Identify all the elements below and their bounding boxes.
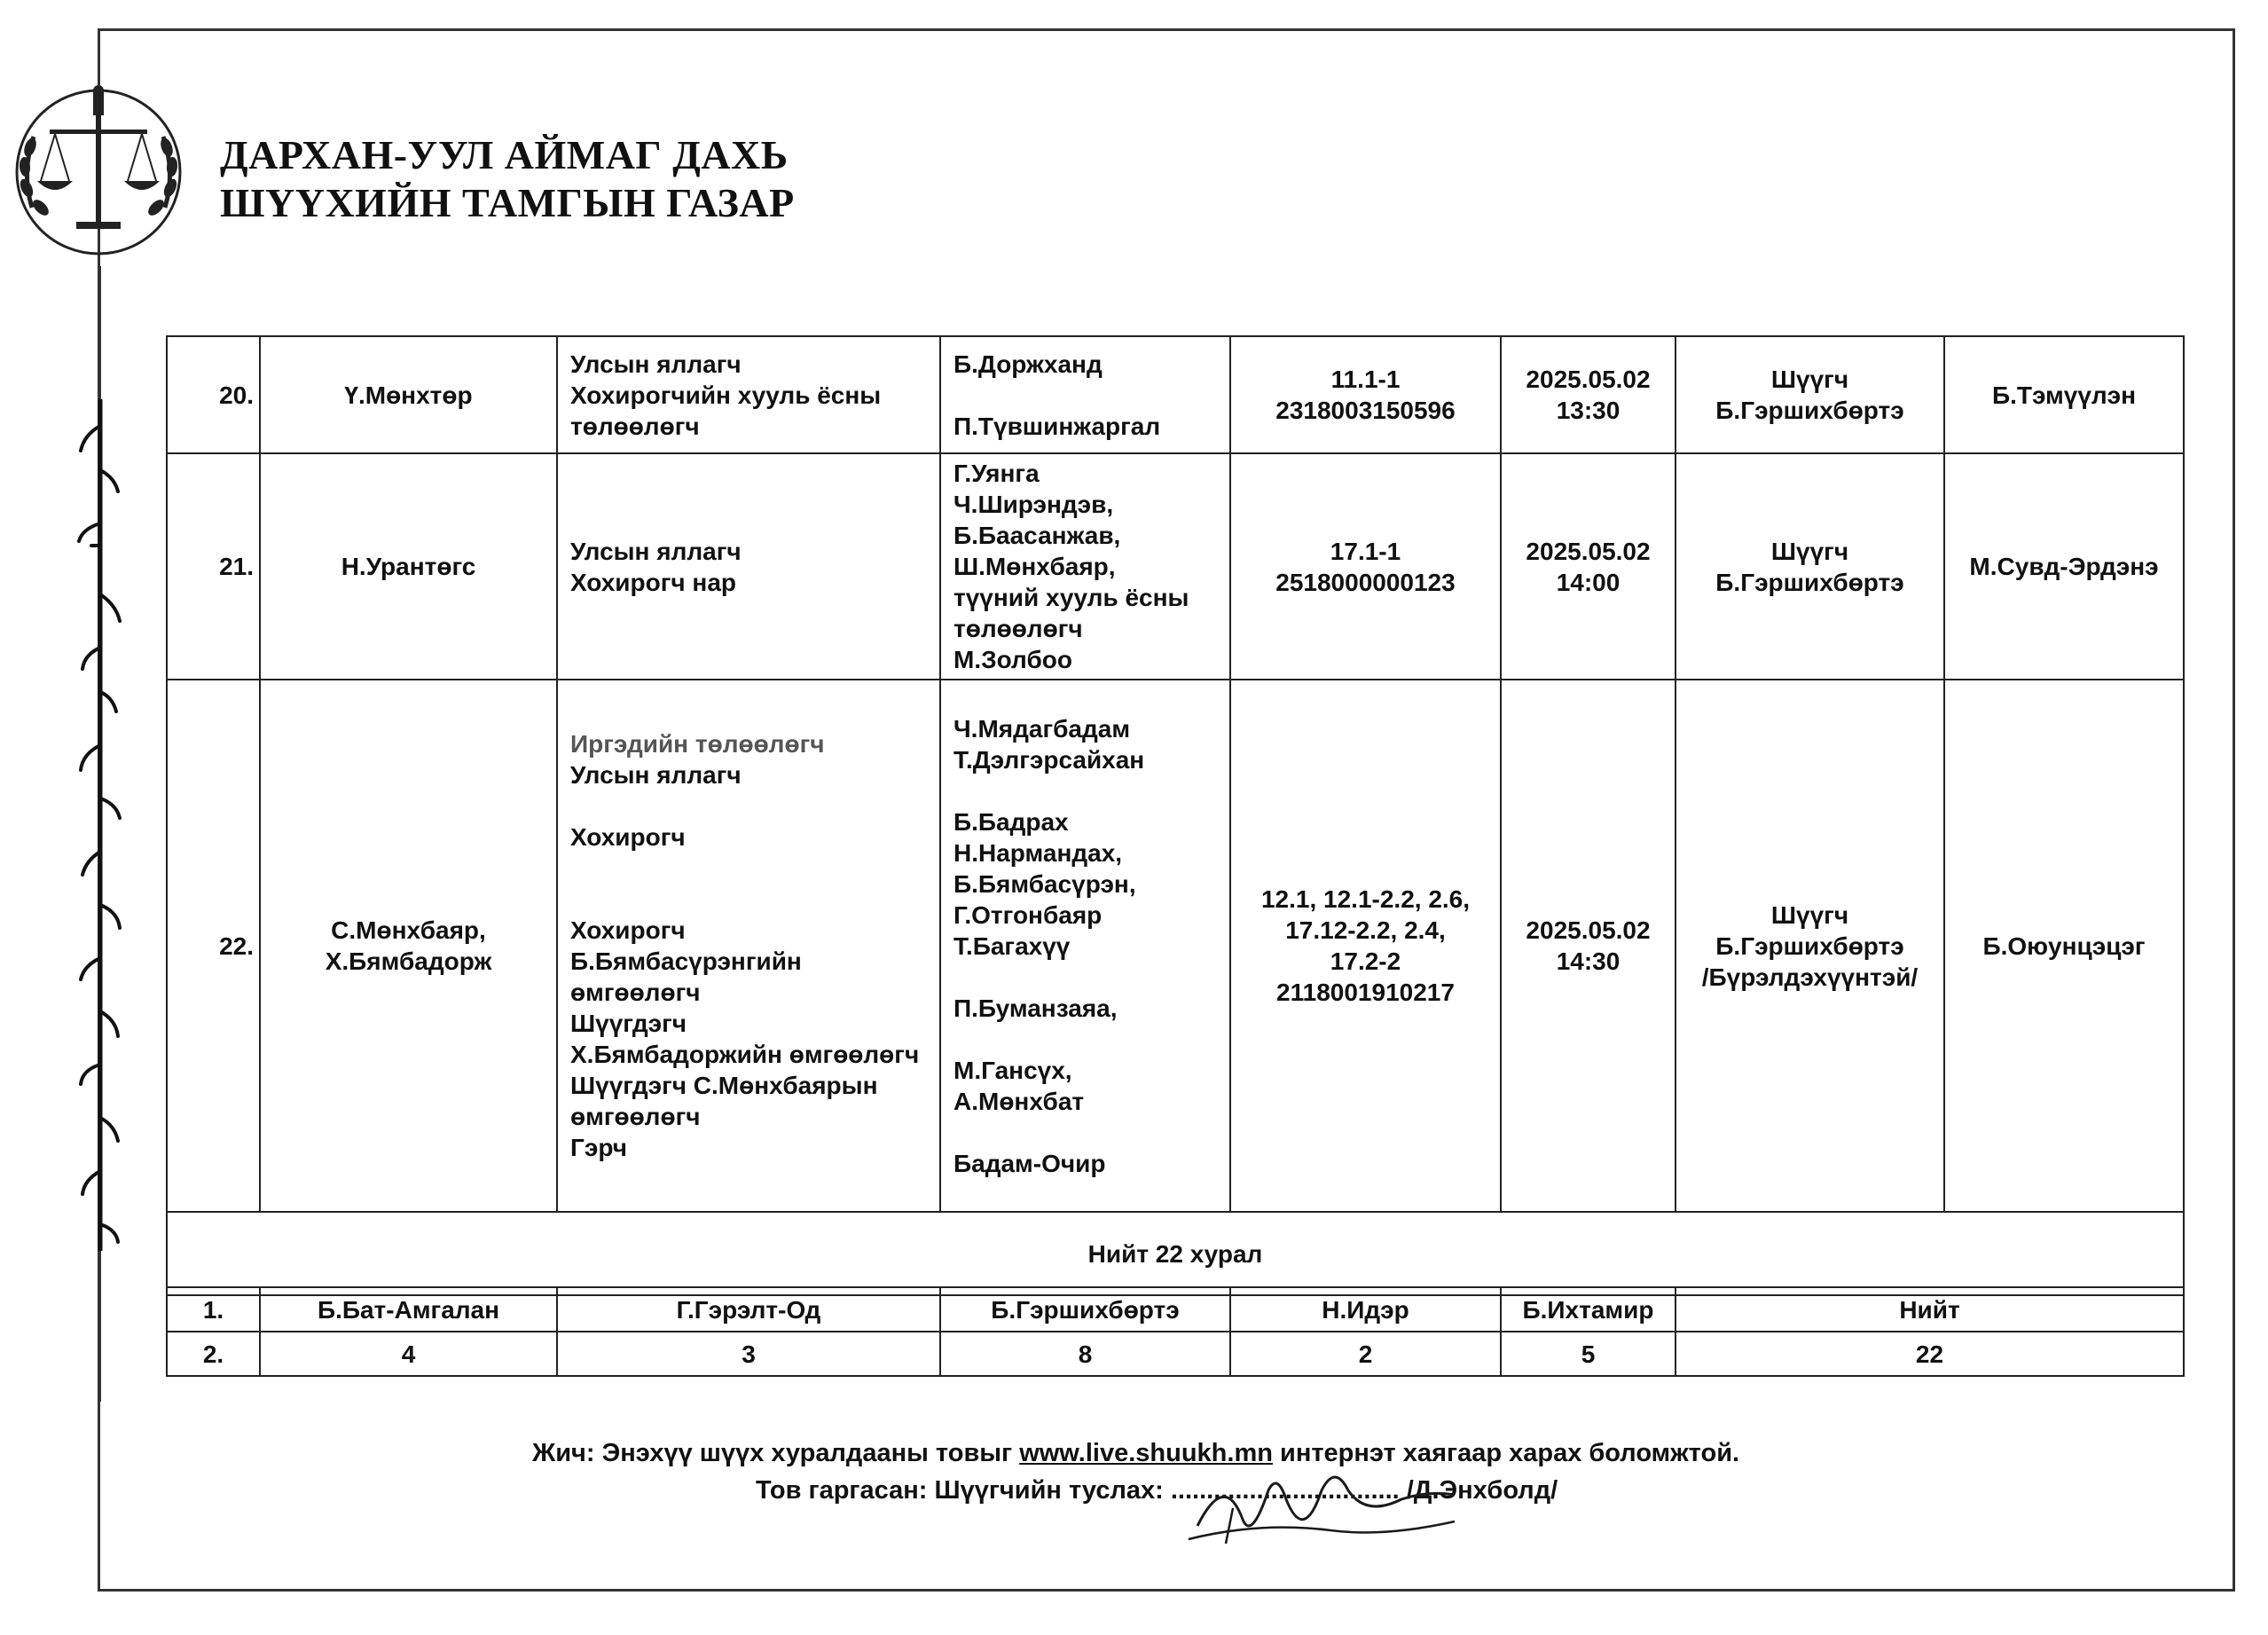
summary-cell: 4 [260, 1332, 557, 1376]
total-hearings: Нийт 22 хурал [167, 1212, 2184, 1295]
header-line-2: ШҮҮХИЙН ТАМГЫН ГАЗАР [220, 180, 795, 225]
summary-cell: Нийт [1675, 1287, 2184, 1332]
case-article: 17.1-1 2518000000123 [1230, 453, 1501, 680]
footer-signature-line: Тов гаргасан: Шүүгчийн туслах: ................................ /Д.Энхболд/ [756, 1476, 1558, 1505]
summary-cell: 2. [167, 1332, 260, 1376]
summary-cell: 8 [940, 1332, 1230, 1376]
hearing-datetime: 2025.05.02 14:30 [1501, 680, 1675, 1212]
summary-cell: 5 [1501, 1332, 1675, 1376]
presiding-judge: Шүүгч Б.Гэршихбөртэ [1675, 453, 1944, 680]
defendant-name: Н.Урантөгс [260, 453, 557, 680]
participant-names: Б.Доржханд П.Түвшинжаргал [940, 336, 1230, 453]
table-row [167, 336, 2184, 453]
participant-roles-cell [557, 680, 940, 1212]
footer-note [532, 1439, 1739, 1468]
row-number: 20. [167, 336, 260, 453]
summary-row-judges [167, 1287, 2184, 1332]
website-link[interactable]: www.live.shuukh.mn [1019, 1439, 1273, 1467]
participant-roles: Улсын яллагч Хохирогч нар [557, 453, 940, 680]
summary-cell: Б.Ихтамир [1501, 1287, 1675, 1332]
summary-cell: Н.Идэр [1230, 1287, 1501, 1332]
vertical-mongolian-script [69, 390, 131, 1260]
participant-roles: Улсын яллагч Хохирогч Хохирогч Б.Бямбасүрэнгийн өмгөөлөгч Шүүгдэгч Х.Бямбадоржийн өмгөөлөгч Шүүгдэгч С.Мөнхбаярын өмгөөлөгч Гэрч [570, 761, 920, 1161]
summary-cell: Б.Гэршихбөртэ [940, 1287, 1230, 1332]
judge-summary-table [166, 1286, 2185, 1377]
summary-row-counts [167, 1332, 2184, 1376]
participant-names: Ч.Мядагбадам Т.Дэлгэрсайхан Б.Бадрах Н.Нармандах, Б.Бямбасүрэн, Г.Отгонбаяр Т.Багахүү П.Буманзаяа, М.Гансүх, А.Мөнхбат Бадам-Очир [940, 680, 1230, 1212]
presiding-judge: Шүүгч Б.Гэршихбөртэ /Бүрэлдэхүүнтэй/ [1675, 680, 1944, 1212]
summary-cell: Г.Гэрэлт-Од [557, 1287, 940, 1332]
case-article: 11.1-1 2318003150596 [1230, 336, 1501, 453]
participant-roles: Улсын яллагч Хохирогчийн хууль ёсны төлөөлөгч [557, 336, 940, 453]
case-article: 12.1, 12.1-2.2, 2.6, 17.12-2.2, 2.4, 17.2-2 2118001910217 [1230, 680, 1501, 1212]
summary-cell: 2 [1230, 1332, 1501, 1376]
hearing-datetime: 2025.05.02 13:30 [1501, 336, 1675, 453]
defendant-name: С.Мөнхбаяр, Х.Бямбадорж [260, 680, 557, 1212]
court-secretary: М.Сувд-Эрдэнэ [1944, 453, 2184, 680]
footer-note-suffix: интернэт хаягаар харах боломжтой. [1272, 1439, 1740, 1467]
row-number: 21. [167, 453, 260, 680]
hearing-datetime: 2025.05.02 14:00 [1501, 453, 1675, 680]
footer-note-prefix: Жич: Энэхүү шүүх хуралдааны товыг [532, 1439, 1020, 1467]
header-line-1: ДАРХАН-УУЛ АЙМАГ ДАХЬ [220, 132, 789, 177]
summary-cell: 22 [1675, 1332, 2184, 1376]
citizen-representative-label: Иргэдийн төлөөлөгч [570, 730, 825, 758]
court-secretary: Б.Тэмүүлэн [1944, 336, 2184, 453]
presiding-judge: Шүүгч Б.Гэршихбөртэ [1675, 336, 1944, 453]
summary-cell: Б.Бат-Амгалан [260, 1287, 557, 1332]
court-secretary: Б.Оюунцэцэг [1944, 680, 2184, 1212]
participant-names: Г.Уянга Ч.Ширэндэв, Б.Баасанжав, Ш.Мөнхбаяр, түүний хууль ёсны төлөөлөгч М.Золбоо [940, 453, 1230, 680]
court-emblem-logo [5, 75, 192, 261]
row-number: 22. [167, 680, 260, 1212]
summary-cell: 3 [557, 1332, 940, 1376]
table-row [167, 453, 2184, 680]
hearing-schedule-table [166, 335, 2185, 1296]
handwritten-signature [1180, 1455, 1472, 1561]
total-row [167, 1212, 2184, 1295]
table-row [167, 680, 2184, 1212]
summary-cell: 1. [167, 1287, 260, 1332]
defendant-name: Ү.Мөнхтөр [260, 336, 557, 453]
header-title [220, 131, 795, 227]
